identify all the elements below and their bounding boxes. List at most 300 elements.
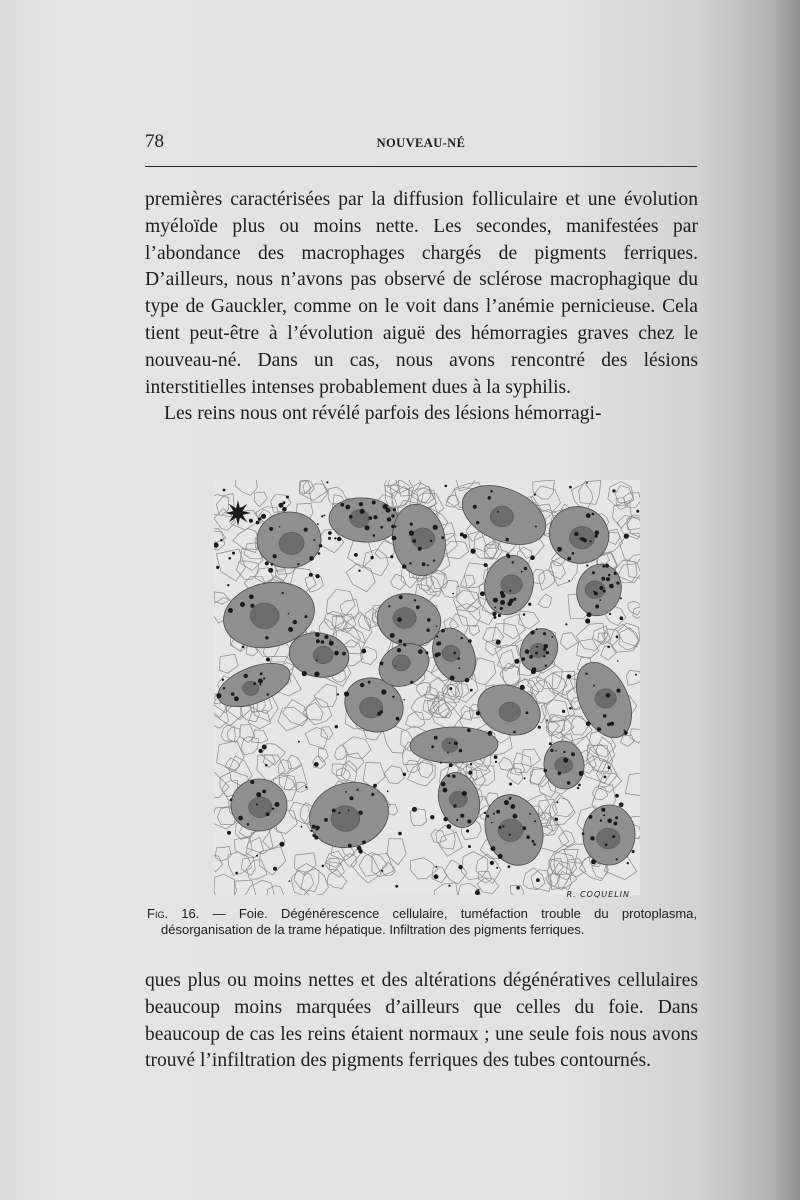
pigment-granule [387,517,391,521]
pigment-granule [433,560,435,562]
pigment-granule [536,646,538,648]
pigment-granule [616,858,618,860]
pigment-granule [416,605,420,609]
pigment-granule [587,612,592,617]
pigment-granule [286,496,289,499]
pigment-granule [329,641,334,646]
pigment-granule [590,540,592,542]
pigment-granule [586,513,591,518]
pigment-granule [600,820,602,822]
pigment-granule [321,515,323,517]
pigment-granule [301,826,303,828]
pigment-granule [593,685,595,687]
pigment-granule [458,865,462,869]
nucleus [243,681,259,695]
pigment-granule [344,691,349,696]
pigment-granule [492,612,496,616]
pigment-granule [304,528,308,532]
pigment-granule [272,808,274,810]
pigment-granule [465,678,469,682]
pigment-granule [249,595,254,600]
pigment-granule [488,496,492,500]
pigment-granule [317,523,319,525]
pigment-granule [397,648,401,652]
pigment-granule [319,544,322,547]
pigment-granule [322,865,325,868]
pigment-granule [216,566,219,569]
pigment-granule [470,689,473,692]
pigment-granule [545,665,547,667]
pigment-granule [394,665,396,667]
pigment-granule [449,763,453,767]
pigment-granule [418,649,423,654]
pigment-granule [493,813,495,815]
pigment-granule [499,826,502,829]
figure-label: Fig. 16. [147,906,200,921]
pigment-granule [509,783,512,786]
body-text-bottom [145,968,698,1075]
pigment-granule [521,657,525,661]
pigment-granule [282,507,287,512]
pigment-granule [592,571,595,574]
pigment-granule [441,629,445,633]
nucleus [597,828,620,849]
page-header [145,131,697,159]
pigment-granule [262,790,266,794]
pigment-granule [380,710,383,713]
pigment-granule [454,742,458,746]
pigment-granule [348,810,350,812]
pigment-granule [250,780,254,784]
pigment-granule [357,789,359,791]
pigment-granule [535,526,537,528]
pigment-granule [467,728,471,732]
pigment-granule [309,556,314,561]
pigment-granule [348,844,352,848]
pigment-granule [425,651,428,654]
pigment-granule [605,844,608,847]
pigment-granule [315,632,320,637]
pigment-granule [565,623,567,625]
pigment-granule [509,834,511,836]
pigment-granule [469,771,473,775]
pigment-granule [558,772,562,776]
pigment-granule [636,510,639,513]
pigment-granule [603,814,605,816]
pigment-granule [605,564,609,568]
pigment-granule [403,643,406,646]
pigment-granule [585,618,590,623]
pigment-granule [475,890,480,895]
pigment-granule [617,660,619,662]
pigment-granule [595,605,599,609]
pigment-granule [381,689,386,694]
pigment-granule [380,526,383,529]
pigment-granule [555,818,558,821]
pigment-granule [578,784,581,787]
pigment-granule [410,681,413,684]
pigment-granule [635,674,637,676]
pigment-granule [632,850,635,853]
pigment-granule [606,577,610,581]
pigment-granule [500,607,503,610]
pigment-granule [383,504,388,509]
pigment-granule [265,636,268,639]
pigment-granule [332,809,336,813]
pigment-granule [525,649,530,654]
illustrator-signature: R. COQUELIN [566,890,630,899]
pigment-granule [222,679,224,681]
pigment-granule [244,674,248,678]
pigment-granule [373,534,376,537]
pigment-granule [593,591,595,593]
pigment-granule [338,812,340,814]
pigment-granule [535,652,538,655]
pigment-granule [259,749,263,753]
pigment-granule [227,831,231,835]
pigment-granule [498,614,501,617]
pigment-granule [574,532,578,536]
pigment-granule [624,731,628,735]
pigment-granule [240,602,245,607]
pigment-granule [534,820,536,822]
pigment-granule [256,804,258,806]
pigment-granule [531,630,535,634]
pigment-granule [624,534,629,539]
pigment-granule [329,639,331,641]
pigment-granule [390,555,393,558]
pigment-granule [513,814,518,819]
pigment-granule [437,652,441,656]
pigment-granule [511,804,516,809]
pigment-granule [568,580,570,582]
pigment-granule [466,829,469,832]
pigment-granule [557,547,562,552]
pigment-granule [289,880,291,882]
pigment-granule [431,745,434,748]
pigment-granule [602,565,605,568]
pigment-granule [512,561,514,563]
pigment-granule [234,696,239,701]
pigment-granule [433,525,438,530]
pigment-granule [513,598,516,601]
pigment-granule [497,511,499,513]
pigment-granule [571,752,575,756]
pigment-granule [304,615,307,618]
pigment-granule [610,722,614,726]
pigment-granule [546,719,548,721]
pigment-granule [282,592,284,594]
pigment-granule [577,787,579,789]
liver-cells-illustration [214,480,640,895]
pigment-granule [526,835,530,839]
pigment-granule [563,758,568,763]
pigment-granule [592,513,595,516]
pigment-granule [426,629,429,632]
pigment-granule [590,836,594,840]
pigment-granule [328,537,331,540]
pigment-granule [380,662,384,666]
pigment-granule [258,517,261,520]
pigment-granule [506,538,509,541]
paragraph-continued-bottom: ques plus ou moins nettes et des altérations dégénératives cellulaires beaucoup moins marquées d’ailleurs que celles du foie. Dans beaucoup de cas les reins étaient normaux ; une seule fois nous avons trouvé l’infiltration des pigments ferriques des tubes contournés. [145,970,698,1072]
pigment-granule [569,486,572,489]
pigment-granule [543,769,547,773]
pigment-granule [312,825,316,829]
pigment-granule [371,793,374,796]
pigment-granule [265,764,268,767]
pigment-granule [458,657,461,660]
pigment-granule [436,625,438,627]
pigment-granule [452,775,455,778]
pigment-granule [443,817,447,821]
pigment-granule [461,637,463,639]
pigment-granule [394,525,396,527]
kupffer-cell [225,500,251,526]
pigment-granule [388,605,390,607]
pigment-granule [459,749,462,752]
pigment-granule [395,885,398,888]
pigment-granule [345,791,347,793]
pigment-granule [315,574,319,578]
pigment-granule [404,699,406,701]
pigment-granule [247,823,250,826]
pigment-granule [473,505,477,509]
pigment-granule [316,639,320,643]
pigment-granule [532,840,535,843]
pigment-granule [403,773,406,776]
pigment-granule [533,843,536,846]
pigment-granule [310,830,312,832]
pigment-granule [316,659,318,661]
pigment-granule [267,693,269,695]
pigment-granule [216,693,221,698]
pigment-granule [313,539,315,541]
pigment-granule [266,658,270,662]
pigment-granule [269,527,273,531]
pigment-granule [314,762,319,767]
pigment-granule [599,586,603,590]
figure-caption [147,906,697,937]
pigment-granule [253,682,256,685]
pigment-granule [550,749,553,752]
pigment-granule [334,537,336,539]
pigment-granule [607,646,610,649]
pigment-granule [528,603,531,606]
pigment-granule [324,818,328,822]
pigment-granule [597,727,601,731]
pigment-granule [262,745,267,750]
pigment-granule [381,870,383,872]
page-number: 78 [145,131,164,152]
pigment-granule [447,824,452,829]
pigment-granule [609,613,611,615]
pigment-granule [349,796,353,800]
pigment-granule [434,736,438,740]
pigment-granule [488,731,493,736]
pigment-granule [256,521,260,525]
pigment-granule [340,503,344,507]
pigment-granule [275,802,280,807]
pigment-granule [536,628,538,630]
pigment-granule [494,616,497,619]
pigment-granule [412,539,416,543]
pigment-granule [567,781,571,785]
pigment-granule [412,807,417,812]
pigment-granule [549,742,552,745]
pigment-granule [494,755,498,759]
pigment-granule [496,867,498,869]
pigment-granule [228,557,231,560]
pigment-granule [396,717,400,721]
pigment-granule [529,655,533,659]
pigment-granule [493,598,498,603]
pigment-granule [335,725,338,728]
pigment-granule [595,530,600,535]
pigment-granule [476,711,481,716]
nucleus [442,738,458,752]
pigment-granule [463,534,468,539]
pigment-granule [608,766,611,769]
pigment-granule [551,636,553,638]
pigment-granule [530,555,535,560]
pigment-granule [562,710,565,713]
pigment-granule [520,685,525,690]
pigment-granule [324,515,326,517]
pigment-granule [256,792,261,797]
pigment-granule [453,804,457,808]
paragraph-continued: premières caractérisées par la diffusion folliculaire et une évolution myéloïde plus ou moins nette. Les secondes, manifestées par l’abondance des macrophages chargés de pigments ferriques. D’ailleurs, nous n’avons pas observé de sclérose macrophagique du type de Gauckler, comme on le voit dans l’anémie pernicieuse. Cela tient peut-être à l’évolution aiguë des hémorragies graves chez le nouveau-né. Dans un cas, nous avons rencontré des lésions interstitielles intenses probablement dues à la syphilis. [145,189,698,398]
pigment-granule [397,617,402,622]
pigment-granule [279,526,281,528]
pigment-granule [589,815,593,819]
nucleus [499,702,521,721]
pigment-granule [449,687,452,690]
pigment-granule [619,802,624,807]
pigment-granule [314,672,319,677]
pigment-granule [563,751,565,753]
pigment-granule [231,692,235,696]
pigment-granule [370,556,373,559]
pigment-granule [268,568,273,573]
pigment-granule [271,563,274,566]
pigment-granule [484,563,488,567]
pigment-granule [368,681,371,684]
pigment-granule [486,815,489,818]
pigment-granule [615,794,619,798]
pigment-granule [467,820,471,824]
pigment-granule [361,649,366,654]
pigment-granule [357,846,362,851]
pigment-granule [586,564,588,566]
pigment-granule [235,872,238,875]
pigment-granule [582,832,585,835]
pigment-granule [345,505,350,510]
pigment-granule [324,635,328,639]
pigment-granule [316,826,320,830]
pigment-granule [328,531,332,535]
pigment-granule [422,562,426,566]
pigment-granule [508,865,511,868]
pigment-granule [288,627,293,632]
pigment-granule [521,571,523,573]
pigment-granule [250,604,254,608]
pigment-granule [305,786,307,788]
pigment-granule [447,752,449,754]
pigment-granule [450,676,455,681]
pigment-granule [266,812,270,816]
pigment-granule [230,798,233,801]
pigment-granule [613,822,617,826]
figure-caption-text: — Foie. Dégénérescence cellulaire, tuméfaction trouble du protoplasma, désorganisation de la trame hépatique. Infiltration des pigments ferriques. [161,906,697,937]
pigment-granule [506,553,510,557]
pigment-granule [591,859,596,864]
pigment-granule [430,540,432,542]
pigment-granule [498,854,503,859]
nucleus [393,608,416,629]
pigment-granule [567,557,571,561]
pigment-granule [334,651,339,656]
pigment-granule [524,777,526,779]
paragraph-reins: Les reins nous ont révélé parfois des lésions hémorragi- [164,403,602,425]
pigment-granule [227,584,229,586]
pigment-granule [607,819,612,824]
pigment-granule [458,667,460,669]
pigment-granule [536,878,540,882]
pigment-granule [507,602,512,607]
pigment-granule [478,889,480,891]
pigment-granule [283,501,286,504]
pigment-granule [468,845,471,848]
pigment-granule [280,842,285,847]
pigment-granule [606,693,611,698]
pigment-granule [532,667,537,672]
pigment-granule [471,549,476,554]
pigment-granule [453,652,456,655]
pigment-granule [436,635,438,637]
nucleus [595,689,617,708]
pigment-granule [409,533,411,535]
pigment-granule [427,564,429,566]
nucleus [392,655,410,671]
pigment-granule [614,572,617,575]
nucleus [498,819,523,841]
pigment-granule [440,762,442,764]
pigment-granule [414,599,416,601]
pigment-granule [359,502,363,506]
pigment-granule [556,801,558,803]
pigment-granule [603,590,606,593]
pigment-granule [242,646,245,649]
pigment-granule [373,784,377,788]
nucleus [490,506,513,527]
pigment-granule [298,741,300,743]
pigment-granule [314,836,318,840]
pigment-granule [490,861,494,865]
pigment-granule [567,674,572,679]
pigment-granule [279,503,284,508]
nucleus [250,603,279,629]
pigment-granule [484,812,486,814]
pigment-granule [392,696,394,698]
pigment-granule [441,536,444,539]
pigment-granule [232,552,235,555]
pigment-granule [288,613,290,615]
pigment-granule [391,525,394,528]
pigment-granule [616,582,619,585]
pigment-granule [595,535,598,538]
pigment-granule [360,509,365,514]
